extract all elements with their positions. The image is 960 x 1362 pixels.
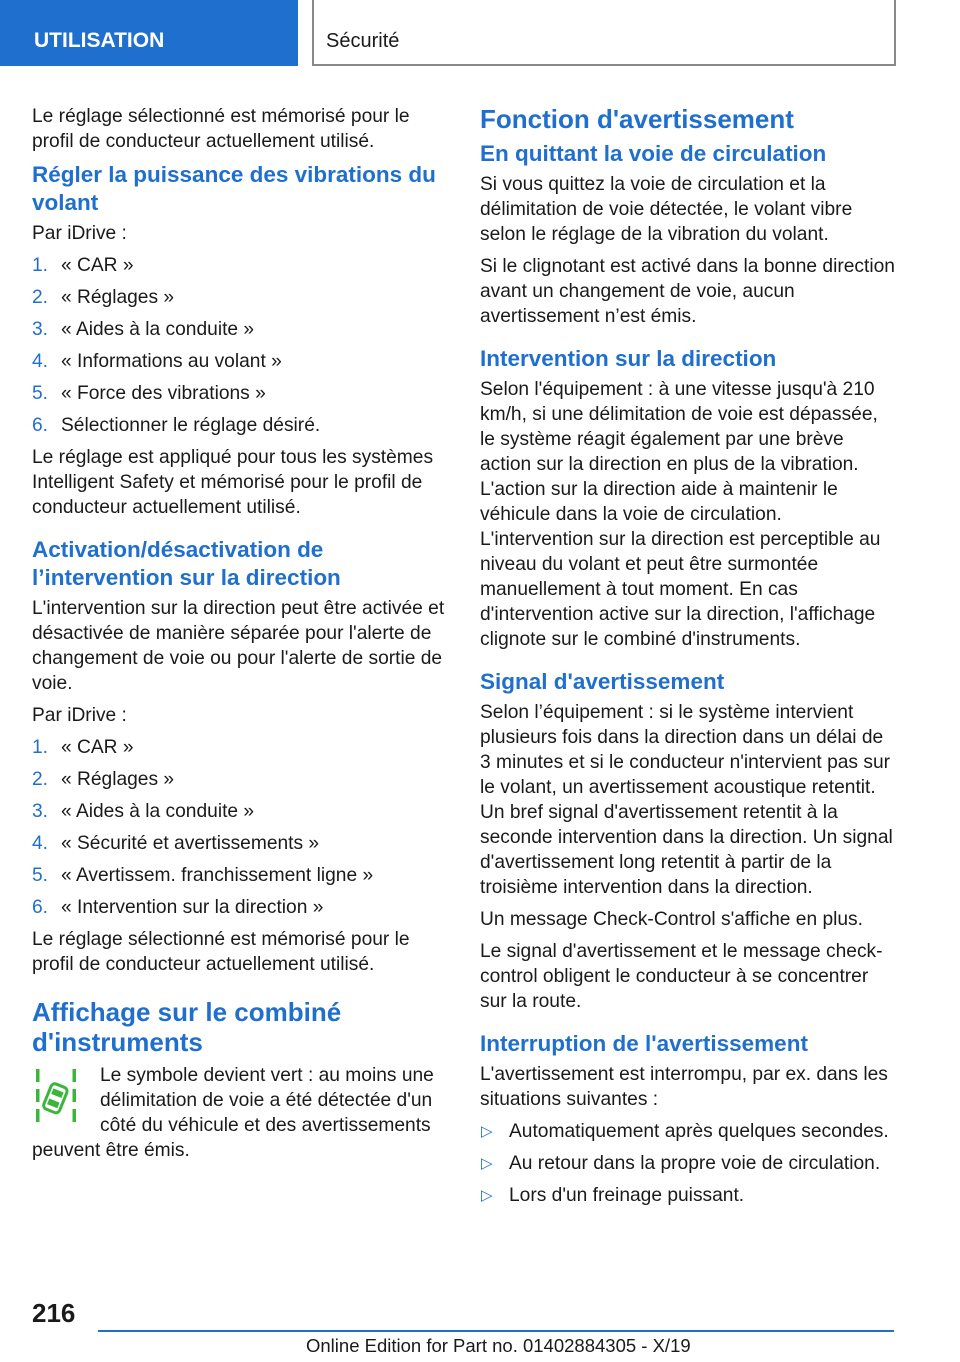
list-item bbox=[32, 799, 450, 824]
steering-body: Selon l'équipement : à une vitesse jusqu'à 210 km/h, si une délimitation de voie est dépassée, le système réagit également par une brève action sur la direction en plus de la vibration. L'action sur la direction aide à maintenir le véhicule dans la voie de circulation. L'intervention sur la direction est perceptible au niveau du volant et peut être surmontée manuellement à tout moment. En cas d'intervention active sur la direction, l'affichage clignote sur le combiné d'instruments. bbox=[480, 379, 881, 650]
interruption-body: L'avertissement est interrompu, par ex. dans les situations suivantes : bbox=[480, 1064, 888, 1110]
vibration-heading: Régler la puissance des vibrations du volant bbox=[32, 162, 436, 215]
step-number: 4. bbox=[32, 351, 49, 372]
interruption-list bbox=[480, 1119, 896, 1208]
leaving-lane-heading: En quittant la voie de circulation bbox=[480, 141, 827, 166]
vibration-steps bbox=[32, 253, 450, 438]
step-text: « CAR » bbox=[61, 737, 134, 758]
display-heading: Affichage sur le combiné d'instruments bbox=[32, 997, 342, 1057]
step-text: « Réglages » bbox=[61, 769, 175, 790]
activation-note: Le réglage sélectionné est mémorisé pour le profil de conducteur actuellement utilisé. bbox=[32, 929, 410, 975]
bullet-text: Au retour dans la propre voie de circulation. bbox=[509, 1153, 881, 1174]
step-number: 1. bbox=[32, 255, 49, 276]
bullet-triangle-icon: ▷ bbox=[481, 1155, 493, 1172]
signal-p1: Selon l’équipement : si le système intervient plusieurs fois dans la direction dans un délai de 3 minutes et si le conducteur n'intervient pas sur le volant, un avertissement acoustique retentit. Un bref signal d'avertissement retentit à la seconde intervention dans la direction. Un signal d'avertissement long retentit à partir de la troisième intervention dans la direction. bbox=[480, 702, 893, 898]
list-item bbox=[32, 863, 450, 888]
signal-p2: Un message Check-Control s'affiche en plus. bbox=[480, 909, 863, 930]
step-text: « Informations au volant » bbox=[61, 351, 282, 372]
list-item bbox=[480, 1183, 896, 1208]
step-number: 3. bbox=[32, 801, 49, 822]
activation-steps bbox=[32, 735, 450, 920]
vibration-note: Le réglage est appliqué pour tous les systèmes Intelligent Safety et mémorisé pour le profil de conducteur actuellement utilisé. bbox=[32, 447, 434, 518]
steering-heading: Intervention sur la direction bbox=[480, 346, 777, 371]
list-item bbox=[32, 895, 450, 920]
step-number: 2. bbox=[32, 769, 49, 790]
step-number: 3. bbox=[32, 319, 49, 340]
step-text: « Force des vibrations » bbox=[61, 383, 266, 404]
step-number: 6. bbox=[32, 897, 49, 918]
step-text: « CAR » bbox=[61, 255, 134, 276]
step-number: 6. bbox=[32, 415, 49, 436]
list-item bbox=[480, 1151, 896, 1176]
intro-paragraph: Le réglage sélectionné est mémorisé pour le profil de conducteur actuellement utilisé. bbox=[32, 106, 410, 152]
step-text: « Avertissem. franchissement ligne » bbox=[61, 865, 374, 886]
leaving-lane-p1: Si vous quittez la voie de circulation et la délimitation de voie détectée, le volant vibre selon le réglage de la vibration du volant. bbox=[480, 174, 853, 245]
list-item bbox=[32, 317, 450, 342]
lane-assist-icon bbox=[34, 1067, 78, 1125]
warning-function-heading: Fonction d'avertissement bbox=[480, 104, 794, 134]
step-text: « Aides à la conduite » bbox=[61, 801, 255, 822]
right-column bbox=[480, 104, 896, 1215]
section-tab[interactable]: UTILISATION bbox=[0, 0, 298, 66]
signal-p3: Le signal d'avertissement et le message check-control obligent le conducteur à se concentrer sur la route. bbox=[480, 941, 883, 1012]
activation-heading: Activation/désactivation de l’intervention sur la direction bbox=[32, 537, 341, 590]
step-number: 1. bbox=[32, 737, 49, 758]
step-text: « Sécurité et avertissements » bbox=[61, 833, 320, 854]
display-paragraph bbox=[32, 1063, 450, 1163]
list-item bbox=[32, 831, 450, 856]
list-item bbox=[32, 381, 450, 406]
list-item bbox=[32, 253, 450, 278]
bullet-triangle-icon: ▷ bbox=[481, 1123, 493, 1140]
page-number: 216 bbox=[32, 1298, 76, 1328]
step-number: 5. bbox=[32, 383, 49, 404]
step-text: « Intervention sur la direction » bbox=[61, 897, 324, 918]
step-number: 2. bbox=[32, 287, 49, 308]
chapter-tab[interactable]: Sécurité bbox=[312, 0, 896, 66]
step-number: 4. bbox=[32, 833, 49, 854]
bullet-text: Automatiquement après quelques secondes. bbox=[509, 1121, 889, 1142]
vibration-via: Par iDrive : bbox=[32, 223, 127, 244]
footer-edition: Online Edition for Part no. 01402884305 - X/19 bbox=[306, 1335, 691, 1356]
step-text: Sélectionner le réglage désiré. bbox=[61, 415, 321, 436]
step-text: « Aides à la conduite » bbox=[61, 319, 255, 340]
left-column bbox=[32, 104, 450, 1170]
activation-body: L'intervention sur la direction peut être activée et désactivée de manière séparée pour l'alerte de changement de voie ou pour l'alerte de sortie de voie. bbox=[32, 598, 445, 694]
display-body: Le symbole devient vert : au moins une délimitation de voie a été détectée d'un côté du véhicule et des avertissements peuvent être émis. bbox=[32, 1065, 434, 1161]
list-item bbox=[32, 735, 450, 760]
list-item bbox=[32, 285, 450, 310]
bullet-text: Lors d'un freinage puissant. bbox=[509, 1185, 745, 1206]
step-number: 5. bbox=[32, 865, 49, 886]
step-text: « Réglages » bbox=[61, 287, 175, 308]
interruption-heading: Interruption de l'avertissement bbox=[480, 1031, 808, 1056]
list-item bbox=[480, 1119, 896, 1144]
list-item bbox=[32, 349, 450, 374]
footer-divider bbox=[98, 1330, 894, 1332]
bullet-triangle-icon: ▷ bbox=[481, 1187, 493, 1204]
leaving-lane-p2: Si le clignotant est activé dans la bonne direction avant un changement de voie, aucun avertissement n’est émis. bbox=[480, 256, 895, 327]
list-item bbox=[32, 413, 450, 438]
signal-heading: Signal d'avertissement bbox=[480, 669, 725, 694]
activation-via: Par iDrive : bbox=[32, 705, 127, 726]
list-item bbox=[32, 767, 450, 792]
page-header bbox=[0, 0, 960, 66]
